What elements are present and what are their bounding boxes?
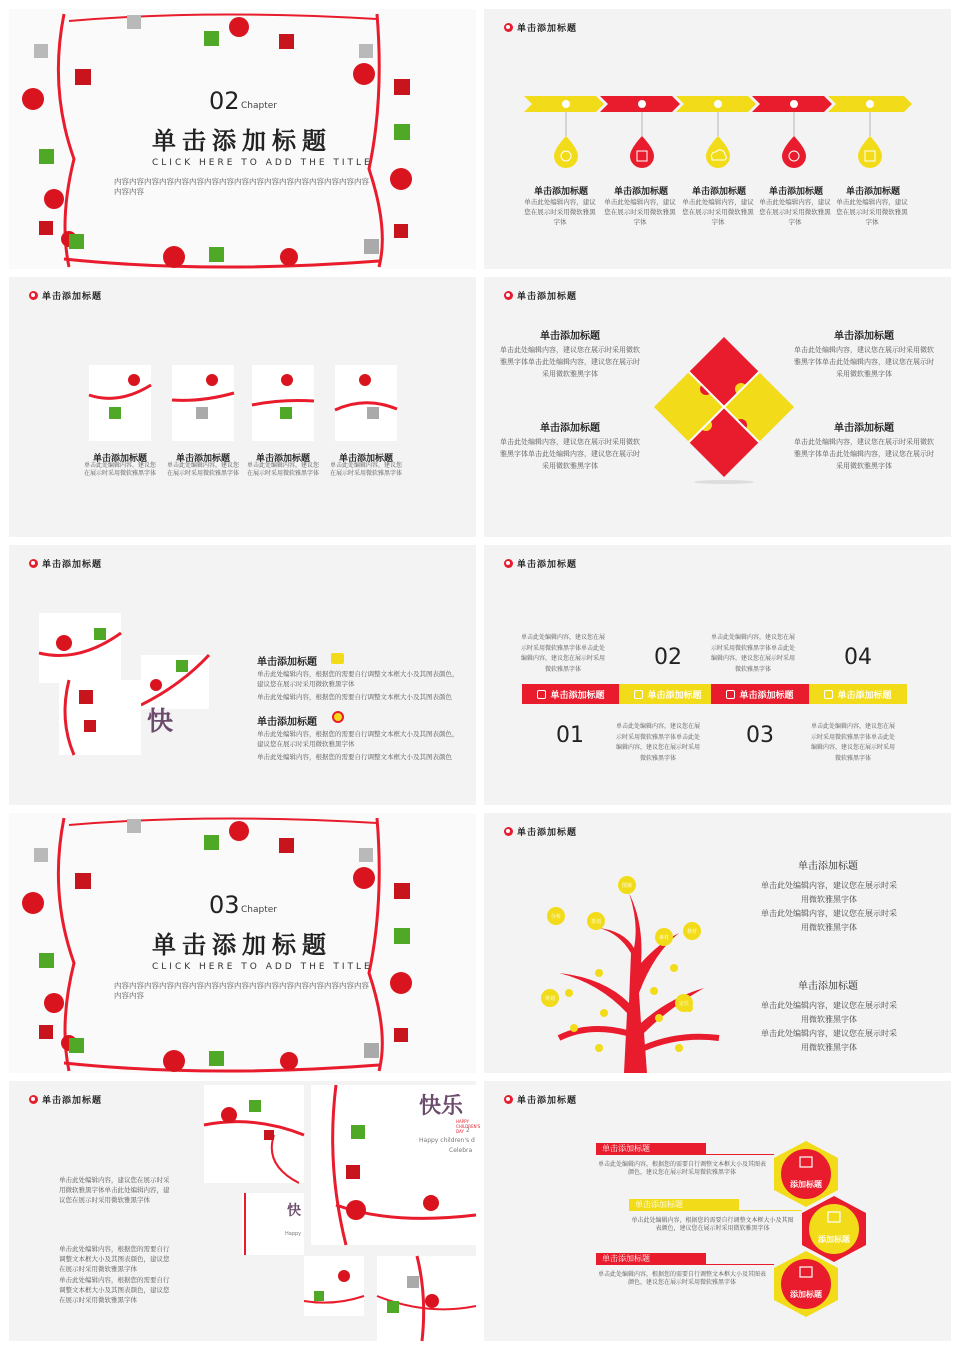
step-text[interactable]: 单击此处编辑内容，建议您在展示时采用微软雅黑字体单击此处编辑内容，建议您在展示时采用微软雅黑字体: [616, 723, 701, 762]
tree-leaf: 素材: [655, 928, 673, 946]
svg-text:快: 快: [147, 707, 174, 737]
svg-text:快: 快: [287, 1203, 301, 1219]
step-icon: [537, 690, 546, 699]
timeline-item-text[interactable]: 单击此处编辑内容，建议您在展示时采用微软雅黑字体: [759, 198, 831, 226]
puzzle-item-text[interactable]: 单击此处编辑内容，建议您在展示时采用微软雅黑字体单击此处编辑内容，建议您在展示时采用微软雅黑字体: [794, 346, 934, 378]
logo-icon: [29, 559, 38, 568]
tree-text-2a[interactable]: 单击此处编辑内容，建议您在展示时采用微软雅黑字体: [761, 1001, 897, 1024]
tree-leaf: 图案: [618, 876, 636, 894]
slide-timeline: [484, 9, 951, 269]
tree-leaf: 分析: [547, 907, 565, 925]
hex-label-bar[interactable]: 单击添加标题: [596, 1143, 706, 1155]
tree-title-1[interactable]: 单击添加标题: [798, 861, 858, 872]
photo-thumbnail: [172, 365, 234, 441]
collage-photo-2: [141, 655, 209, 709]
chapter-label: Chapter: [241, 101, 277, 111]
cover-title[interactable]: 单击添加标题: [152, 931, 332, 959]
hex-badge[interactable]: [774, 1251, 838, 1317]
step-number: 03: [746, 723, 774, 748]
photo-item-title[interactable]: 单击添加标题: [175, 454, 230, 464]
step-number: 04: [844, 645, 872, 670]
puzzle-item-title[interactable]: 单击添加标题: [834, 423, 894, 434]
puzzle-item-title[interactable]: 单击添加标题: [540, 423, 600, 434]
gallery-photo-2: [311, 1085, 481, 1245]
slide-header: 单击添加标题: [504, 557, 577, 570]
puzzle-item-text[interactable]: 单击此处编辑内容，建议您在展示时采用微软雅黑字体单击此处编辑内容，建议您在展示时采用微软雅黑字体: [500, 438, 640, 470]
step-label-bar[interactable]: 单击添加标题: [619, 684, 717, 704]
hex-text[interactable]: 单击此处编辑内容，根据您的需要自行调整文本框大小及其图表颜色，建议您在展示时采用微软雅黑字体: [597, 1161, 766, 1176]
slide-four-photos: [9, 277, 476, 537]
hex-text[interactable]: 单击此处编辑内容，根据您的需要自行调整文本框大小及其图表颜色，建议您在展示时采用微软雅黑字体: [597, 1271, 766, 1286]
tree-leaf: 策划: [587, 912, 605, 930]
step-icon: [726, 690, 735, 699]
photo-thumbnail: [335, 365, 397, 441]
photo-thumbnail: [252, 365, 314, 441]
photo-item-text[interactable]: 单击此处编辑内容，建议您在展示时采用微软雅黑字体: [166, 462, 239, 477]
step-label-bar[interactable]: 单击添加标题: [809, 684, 907, 704]
puzzle-item-title[interactable]: 单击添加标题: [540, 331, 600, 342]
slide-steps: [484, 545, 951, 805]
timeline-item-text[interactable]: 单击此处编辑内容，建议您在展示时采用微软雅黑字体: [524, 198, 596, 226]
hex-label-bar[interactable]: 单击添加标题: [596, 1253, 706, 1265]
gallery-text-1[interactable]: 单击此处编辑内容，建议您在展示时采用微软雅黑字体单击此处编辑内容，建议您在展示时采用微软雅黑字体: [59, 1176, 170, 1204]
slide-header: 单击添加标题: [29, 289, 102, 302]
slide-header: 单击添加标题: [504, 21, 577, 34]
slide-header: 单击添加标题: [29, 557, 102, 570]
cover-subtitle-en[interactable]: CLICK HERE TO ADD THE TITLE: [152, 962, 373, 972]
tree-graphic: [539, 873, 739, 1073]
collage-text-1a[interactable]: 单击此处编辑内容，根据您的需要自行调整文本框大小及其图表颜色，建议您在展示时采用微软雅黑字体: [257, 670, 459, 688]
tree-title-2[interactable]: 单击添加标题: [798, 981, 858, 992]
step-label-bar[interactable]: 单击添加标题: [522, 684, 620, 704]
slide-hexagons: [484, 1081, 951, 1341]
step-label-bar[interactable]: 单击添加标题: [711, 684, 809, 704]
puzzle-graphic: [659, 332, 789, 482]
collage-text-1b[interactable]: 单击此处编辑内容，根据您的需要自行调整文本框大小及其图表颜色: [257, 693, 452, 701]
photo-item-text[interactable]: 单击此处编辑内容，建议您在展示时采用微软雅黑字体: [246, 462, 319, 477]
collage-text-2b[interactable]: 单击此处编辑内容，根据您的需要自行调整文本框大小及其图表颜色: [257, 753, 452, 761]
timeline-arrows: [524, 94, 914, 174]
logo-icon: [504, 23, 513, 32]
timeline-item-text[interactable]: 单击此处编辑内容，建议您在展示时采用微软雅黑字体: [682, 198, 754, 226]
timeline-item-text[interactable]: 单击此处编辑内容，建议您在展示时采用微软雅黑字体: [604, 198, 676, 226]
cover-body[interactable]: 内容内容内容内容内容内容内容内容内容内容内容内容内容内容内容内容内容内容内容: [114, 177, 369, 196]
photo-item-title[interactable]: 单击添加标题: [338, 454, 393, 464]
cover-title[interactable]: 单击添加标题: [152, 127, 332, 155]
photo-item-text[interactable]: 单击此处编辑内容，建议您在展示时采用微软雅黑字体: [329, 462, 402, 477]
timeline-item-title[interactable]: 单击添加标题: [768, 187, 823, 197]
slide-cover-02: [9, 9, 476, 269]
logo-icon: [29, 291, 38, 300]
pencil-icon: [331, 653, 344, 664]
collage-text-2a[interactable]: 单击此处编辑内容，根据您的需要自行调整文本框大小及其图表颜色，建议您在展示时采用微软雅黑字体: [257, 730, 459, 748]
slide-header: 单击添加标题: [29, 1093, 102, 1106]
step-text[interactable]: 单击此处编辑内容，建议您在展示时采用微软雅黑字体单击此处编辑内容，建议您在展示时采用微软雅黑字体: [711, 634, 796, 673]
hex-text[interactable]: 单击此处编辑内容，根据您的需要自行调整文本框大小及其图表颜色，建议您在展示时采用微软雅黑字体: [631, 1217, 794, 1232]
tree-leaf: 规划: [541, 989, 559, 1007]
hex-line: [706, 1154, 774, 1155]
gallery-text-3[interactable]: 单击此处编辑内容，根据您的需要自行调整文本框大小及其图表颜色，建议您在展示时采用微软雅黑字体: [59, 1276, 170, 1304]
gallery-photo-3: [242, 1193, 304, 1255]
cover-body[interactable]: 内容内容内容内容内容内容内容内容内容内容内容内容内容内容内容内容内容内容内容: [114, 981, 369, 1000]
gallery-photo-4: [304, 1256, 364, 1316]
hex-badge-label: 添加标题: [818, 1235, 850, 1244]
search-icon: [332, 711, 344, 723]
logo-icon: [504, 291, 513, 300]
photo-item-text[interactable]: 单击此处编辑内容，建议您在展示时采用微软雅黑字体: [83, 462, 156, 477]
step-text[interactable]: 单击此处编辑内容，建议您在展示时采用微软雅黑字体单击此处编辑内容，建议您在展示时采用微软雅黑字体: [521, 634, 606, 673]
slide-gallery: [9, 1081, 481, 1341]
step-icon: [634, 690, 643, 699]
tree-text-2b[interactable]: 单击此处编辑内容，建议您在展示时采用微软雅黑字体: [761, 1029, 897, 1052]
collage-photo-1: [39, 613, 121, 683]
slide-puzzle: [484, 277, 951, 537]
puzzle-item-title[interactable]: 单击添加标题: [834, 331, 894, 342]
tree-text-1a[interactable]: 单击此处编辑内容，建议您在展示时采用微软雅黑字体: [761, 881, 897, 904]
chapter-number: 03: [209, 891, 240, 919]
hex-badge-label: 添加标题: [790, 1290, 822, 1299]
slide-header: 单击添加标题: [504, 289, 577, 302]
collage-title-2[interactable]: 单击添加标题: [257, 717, 317, 728]
hex-line: [706, 1264, 774, 1265]
slide-collage: [9, 545, 476, 805]
logo-icon: [504, 559, 513, 568]
happy-en-1: HAPPY CHILDREN'S DAY: [456, 1119, 481, 1134]
happy-num: 2: [466, 1127, 470, 1134]
timeline-item-title[interactable]: 单击添加标题: [533, 187, 588, 197]
step-icon: [824, 690, 833, 699]
gallery-photo-1: [204, 1085, 304, 1183]
logo-icon: [29, 1095, 38, 1104]
photo-thumbnail: [89, 365, 151, 441]
happy-en-3: Celebra: [449, 1147, 473, 1154]
step-text[interactable]: 单击此处编辑内容，建议您在展示时采用微软雅黑字体单击此处编辑内容，建议您在展示时采用微软雅黑字体: [811, 723, 896, 762]
photo-item-title[interactable]: 单击添加标题: [92, 454, 147, 464]
chapter-label: Chapter: [241, 905, 277, 915]
happy-en-2: Happy children's d: [419, 1137, 475, 1144]
hex-badge-label: 添加标题: [790, 1180, 822, 1189]
puzzle-item-text[interactable]: 单击此处编辑内容，建议您在展示时采用微软雅黑字体单击此处编辑内容，建议您在展示时采用微软雅黑字体: [500, 346, 640, 378]
logo-icon: [504, 827, 513, 836]
timeline-item-text[interactable]: 单击此处编辑内容，建议您在展示时采用微软雅黑字体: [836, 198, 908, 226]
happy-logo: 快乐: [419, 1094, 464, 1119]
photo-item-title[interactable]: 单击添加标题: [255, 454, 310, 464]
timeline-item-title[interactable]: 单击添加标题: [845, 187, 900, 197]
tree-leaf: 定位: [675, 994, 693, 1012]
collage-photo-3: [59, 680, 174, 755]
slide-tree: [484, 813, 951, 1073]
timeline-item-title[interactable]: 单击添加标题: [613, 187, 668, 197]
timeline-item-title[interactable]: 单击添加标题: [691, 187, 746, 197]
cover-subtitle-en[interactable]: CLICK HERE TO ADD THE TITLE: [152, 158, 373, 168]
hex-label-bar[interactable]: 单击添加标题: [629, 1199, 739, 1211]
puzzle-item-text[interactable]: 单击此处编辑内容，建议您在展示时采用微软雅黑字体单击此处编辑内容，建议您在展示时采用微软雅黑字体: [794, 438, 934, 470]
happy-small: Happy: [285, 1231, 302, 1237]
hex-line: [739, 1210, 802, 1211]
tree-leaf: 教材: [683, 922, 701, 940]
logo-icon: [504, 1095, 513, 1104]
gallery-photo-5: [377, 1256, 476, 1341]
step-number: 02: [654, 645, 682, 670]
slide-header: 单击添加标题: [504, 1093, 577, 1106]
slide-header: 单击添加标题: [504, 825, 577, 838]
gallery-text-2[interactable]: 单击此处编辑内容，根据您的需要自行调整文本框大小及其图表颜色，建议您在展示时采用微软雅黑字体: [59, 1245, 170, 1273]
slide-cover-03: [9, 813, 476, 1073]
collage-title-1[interactable]: 单击添加标题: [257, 657, 317, 668]
tree-text-1b[interactable]: 单击此处编辑内容，建议您在展示时采用微软雅黑字体: [761, 909, 897, 932]
chapter-number: 02: [209, 87, 240, 115]
step-number: 01: [556, 723, 584, 748]
